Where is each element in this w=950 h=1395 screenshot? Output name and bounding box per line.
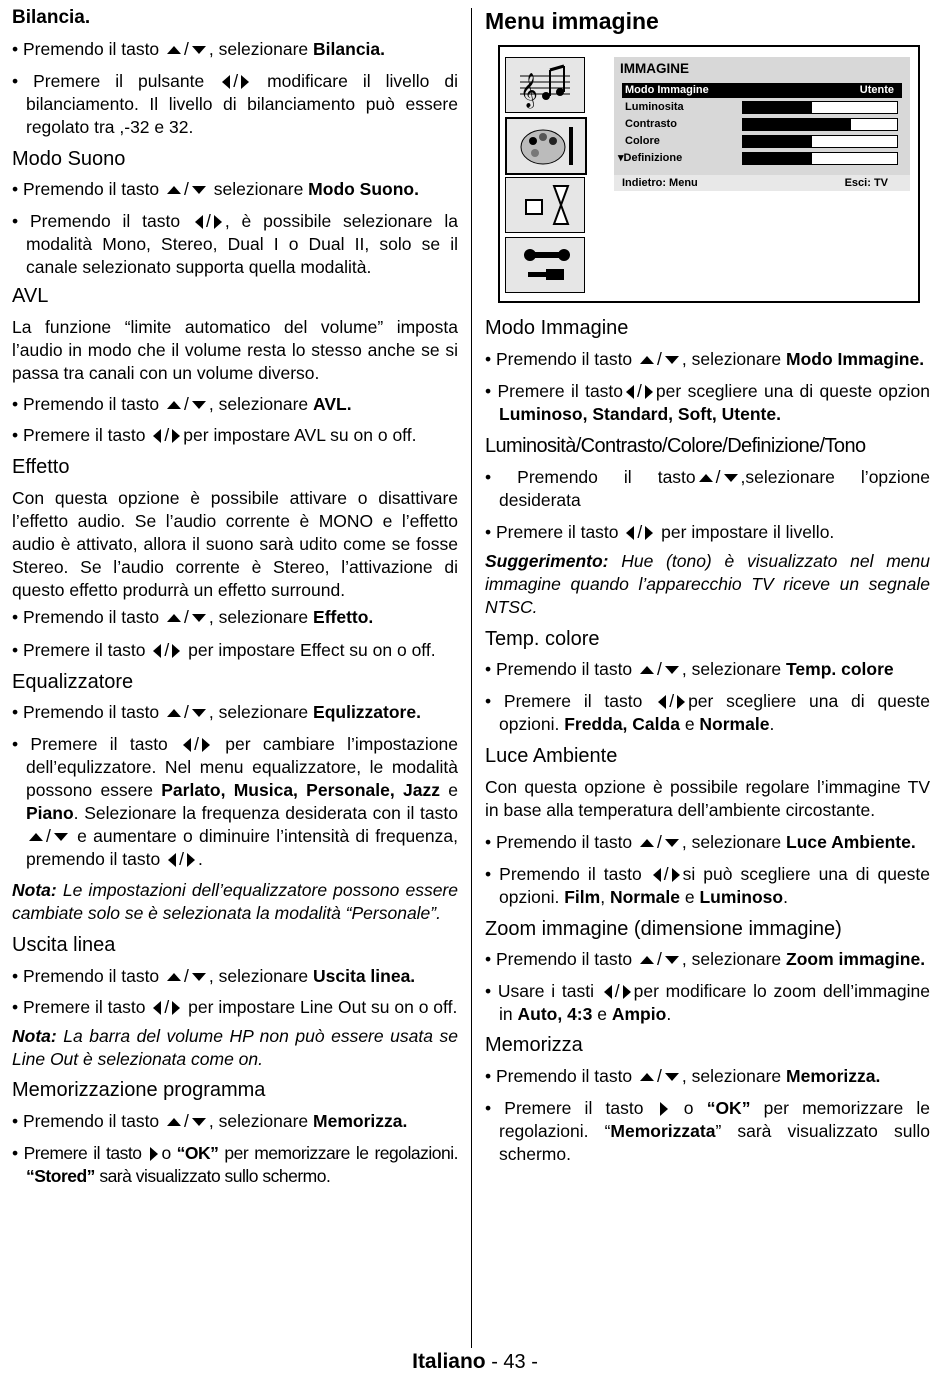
equalizzatore-bullet-2: • Premere il tasto / per cambiare l’impostazione dell’equlizzatore. Nel menu equalizzatore, le modalità possono essere Parlato, Musica, Personale, Jazz e Piano. Selezionare la frequenza desiderata con il tasto / e aumentare o diminuire l’intensità di frequenza, premendo il tasto / . xyxy=(12,734,458,869)
right-arrow-icon xyxy=(187,853,195,867)
left-column xyxy=(12,0,458,1188)
up-arrow-icon xyxy=(167,401,181,409)
down-arrow-icon xyxy=(665,1073,679,1081)
left-arrow-icon xyxy=(153,1001,161,1015)
up-arrow-icon xyxy=(167,709,181,717)
modo-immagine-bullet-2: • Premere il tasto / per scegliere una di queste opzion Luminoso, Standard, Soft, Utente. xyxy=(485,381,930,424)
left-arrow-icon xyxy=(222,75,230,89)
heading-menu-immagine: Menu immagine xyxy=(485,8,659,34)
effetto-bullet-1: • Premendo il tasto / , selezionare Effetto. xyxy=(12,607,374,627)
up-arrow-icon xyxy=(167,1118,181,1126)
right-arrow-icon xyxy=(660,1102,668,1116)
level-bar xyxy=(742,135,898,148)
left-arrow-icon xyxy=(195,215,203,229)
luce-bullet-1: • Premendo il tasto / , selezionare Luce Ambiente. xyxy=(485,832,916,852)
up-arrow-icon xyxy=(640,356,654,364)
right-arrow-icon xyxy=(172,1001,180,1015)
right-arrow-icon xyxy=(645,526,653,540)
left-arrow-icon xyxy=(658,695,666,709)
up-arrow-icon xyxy=(29,833,43,841)
luminosita-tip: Suggerimento: Hue (tono) è visualizzato nel menu immagine quando l’apparecchio TV riceve un segnale NTSC. xyxy=(485,551,930,617)
memorizzazione-bullet-2: • Premere il tasto o “OK” per memorizzare le regolazioni. “Stored” sarà visualizzato sullo schermo. xyxy=(12,1143,458,1186)
up-arrow-icon xyxy=(167,46,181,54)
up-arrow-icon xyxy=(640,666,654,674)
luminosita-bullet-1: • Premendo il tasto / ,selezionare l’opzione desiderata xyxy=(485,467,930,510)
down-arrow-icon xyxy=(192,46,206,54)
zoom-bullet-2: • Usare i tasti / per modificare lo zoom dell’immagine in Auto, 4:3 e Ampio. xyxy=(485,981,930,1024)
heading-modo-immagine: Modo Immagine xyxy=(485,317,629,339)
right-arrow-icon xyxy=(241,75,249,89)
modo-immagine-bullet-1: • Premendo il tasto / , selezionare Modo Immagine. xyxy=(485,349,925,369)
right-arrow-icon xyxy=(150,1147,158,1161)
luce-bullet-2: • Premendo il tasto / si può scegliere una di queste opzioni. Film, Normale e Luminoso. xyxy=(485,864,931,907)
osd-footer xyxy=(614,175,910,191)
right-arrow-icon xyxy=(202,738,210,752)
left-arrow-icon xyxy=(653,868,661,882)
right-arrow-icon xyxy=(645,385,653,399)
page-number: - 43 - xyxy=(491,1351,538,1373)
effetto-bullet-2: • Premere il tasto / per impostare Effect su on o off. xyxy=(12,640,436,660)
heading-luce-ambiente: Luce Ambiente xyxy=(485,745,618,767)
uscita-note: Nota: La barra del volume HP non può essere usata se Line Out è selezionata come on. xyxy=(12,1026,458,1069)
down-arrow-icon xyxy=(665,956,679,964)
osd-title: IMMAGINE xyxy=(620,61,689,76)
heading-effetto: Effetto xyxy=(12,456,70,478)
down-arrow-icon xyxy=(665,356,679,364)
tools-icon xyxy=(505,237,585,293)
up-arrow-icon xyxy=(640,839,654,847)
heading-uscita-linea: Uscita linea xyxy=(12,934,116,956)
temp-colore-bullet-2: • Premere il tasto / per scegliere una di queste opzioni. Fredda, Calda e Normale. xyxy=(485,691,930,734)
uscita-bullet-2: • Premere il tasto / per impostare Line Out su on o off. xyxy=(12,997,458,1017)
right-column xyxy=(485,0,930,35)
up-arrow-icon xyxy=(167,614,181,622)
memorizza-bullet-1: • Premendo il tasto / , selezionare Memorizza. xyxy=(485,1066,881,1086)
osd-menu-panel xyxy=(614,57,910,191)
left-arrow-icon xyxy=(626,526,634,540)
down-arrow-icon xyxy=(192,973,206,981)
down-arrow-icon xyxy=(665,839,679,847)
osd-back-label: Indietro: Menu xyxy=(622,177,698,189)
effetto-text: Con questa opzione è possibile attivare o disattivare l’effetto audio. Se l’audio corrente è MONO e l’effetto audio è attivato, allora il suono sarà udito come se fosse Stereo. Se l’audio corrente è Stereo, l’attivazione di questo effetto produrrà un effetto surround. xyxy=(12,488,458,600)
temp-colore-bullet-1: • Premendo il tasto / , selezionare Temp. colore xyxy=(485,659,894,679)
heading-luminosita-contrasto: Luminosità/Contrasto/Colore/Definizione/Tono xyxy=(485,435,866,457)
level-bar xyxy=(742,101,898,114)
down-arrow-icon xyxy=(192,614,206,622)
down-arrow-icon xyxy=(192,186,206,194)
memorizzazione-bullet-1: • Premendo il tasto / , selezionare Memorizza. xyxy=(12,1111,408,1131)
osd-row-contrasto[interactable]: Contrasto xyxy=(622,117,902,132)
column-divider xyxy=(471,8,472,1348)
uscita-bullet-1: • Premendo il tasto / , selezionare Uscita linea. xyxy=(12,966,416,986)
left-arrow-icon xyxy=(604,985,612,999)
down-arrow-icon xyxy=(724,474,738,482)
luminosita-bullet-2: • Premere il tasto / per impostare il livello. xyxy=(485,522,835,542)
osd-row-modo-immagine[interactable]: Modo Immagine Utente xyxy=(622,83,902,98)
left-arrow-icon xyxy=(153,429,161,443)
equalizzatore-bullet-1: • Premendo il tasto / , selezionare Equlizzatore. xyxy=(12,702,421,722)
osd-row-definizione[interactable]: ▾Definizione xyxy=(622,151,902,166)
up-arrow-icon xyxy=(640,1073,654,1081)
right-column-body xyxy=(485,316,930,1166)
svg-text:𝄞: 𝄞 xyxy=(520,73,538,108)
avl-text: La funzione “limite automatico del volume” imposta l’audio in modo che il volume resta lo stesso anche se si passa tra canali con un volume diverso. xyxy=(12,317,458,383)
timer-icon xyxy=(505,177,585,233)
footer-language: Italiano xyxy=(412,1350,486,1373)
left-arrow-icon xyxy=(183,738,191,752)
heading-zoom-immagine: Zoom immagine (dimensione immagine) xyxy=(485,918,842,940)
level-bar xyxy=(742,152,898,165)
heading-avl: AVL xyxy=(12,285,49,307)
heading-memorizzazione-programma: Memorizzazione programma xyxy=(12,1079,266,1101)
right-arrow-icon xyxy=(172,644,180,658)
avl-bullet-2: • Premere il tasto / per impostare AVL su on o off. xyxy=(12,425,417,445)
left-arrow-icon xyxy=(168,853,176,867)
right-arrow-icon xyxy=(672,868,680,882)
osd-exit-label: Esci: TV xyxy=(844,177,888,189)
osd-row-colore[interactable]: Colore xyxy=(622,134,902,149)
modo-suono-bullet-1: • Premendo il tasto / selezionare Modo Suono. xyxy=(12,179,419,199)
down-arrow-icon xyxy=(54,833,68,841)
palette-icon xyxy=(505,117,587,175)
zoom-bullet-1: • Premendo il tasto / , selezionare Zoom immagine. xyxy=(485,949,926,969)
menu-screenshot xyxy=(498,45,920,303)
bilancia-bullet-1: • Premendo il tasto / , selezionare Bilancia. xyxy=(12,39,386,59)
left-arrow-icon xyxy=(153,644,161,658)
down-arrow-icon xyxy=(192,401,206,409)
page-footer xyxy=(0,1350,950,1374)
luce-text: Con questa opzione è possibile regolare l’immagine TV in base alla temperatura dell’ambiente circostante. xyxy=(485,777,930,820)
down-arrow-icon xyxy=(192,709,206,717)
bilancia-bullet-2: • Premere il pulsante / modificare il livello di bilanciamento. Il livello di bilanciamento può essere regolato tra ,-32 e 32. xyxy=(12,71,458,137)
heading-temp-colore: Temp. colore xyxy=(485,628,600,650)
right-arrow-icon xyxy=(172,429,180,443)
down-arrow-icon xyxy=(192,1118,206,1126)
up-arrow-icon xyxy=(699,474,713,482)
up-arrow-icon xyxy=(167,973,181,981)
right-arrow-icon xyxy=(677,695,685,709)
avl-bullet-1: • Premendo il tasto / , selezionare AVL. xyxy=(12,394,352,414)
heading-bilancia: Bilancia. xyxy=(12,7,91,28)
memorizza-bullet-2: • Premere il tasto o “OK” per memorizzare le regolazioni. “Memorizzata” sarà visualizzato sullo schermo. xyxy=(485,1098,930,1164)
right-arrow-icon xyxy=(623,985,631,999)
osd-row-luminosita[interactable]: Luminosita xyxy=(622,100,902,115)
equalizzatore-note: Nota: Le impostazioni dell’equalizzatore possono essere cambiate solo se è selezionata la modalità “Personale”. xyxy=(12,880,458,923)
heading-modo-suono: Modo Suono xyxy=(12,148,126,170)
left-arrow-icon xyxy=(626,385,634,399)
down-arrow-icon xyxy=(665,666,679,674)
heading-equalizzatore: Equalizzatore xyxy=(12,671,134,693)
modo-suono-bullet-2: • Premendo il tasto / , è possibile selezionare la modalità Mono, Stereo, Dual I o Dual II, solo se il canale selezionato supporta quella modalità. xyxy=(12,211,458,277)
level-bar xyxy=(742,118,898,131)
right-arrow-icon xyxy=(214,215,222,229)
heading-memorizza: Memorizza xyxy=(485,1034,583,1056)
up-arrow-icon xyxy=(167,186,181,194)
music-icon xyxy=(505,57,585,113)
up-arrow-icon xyxy=(640,956,654,964)
